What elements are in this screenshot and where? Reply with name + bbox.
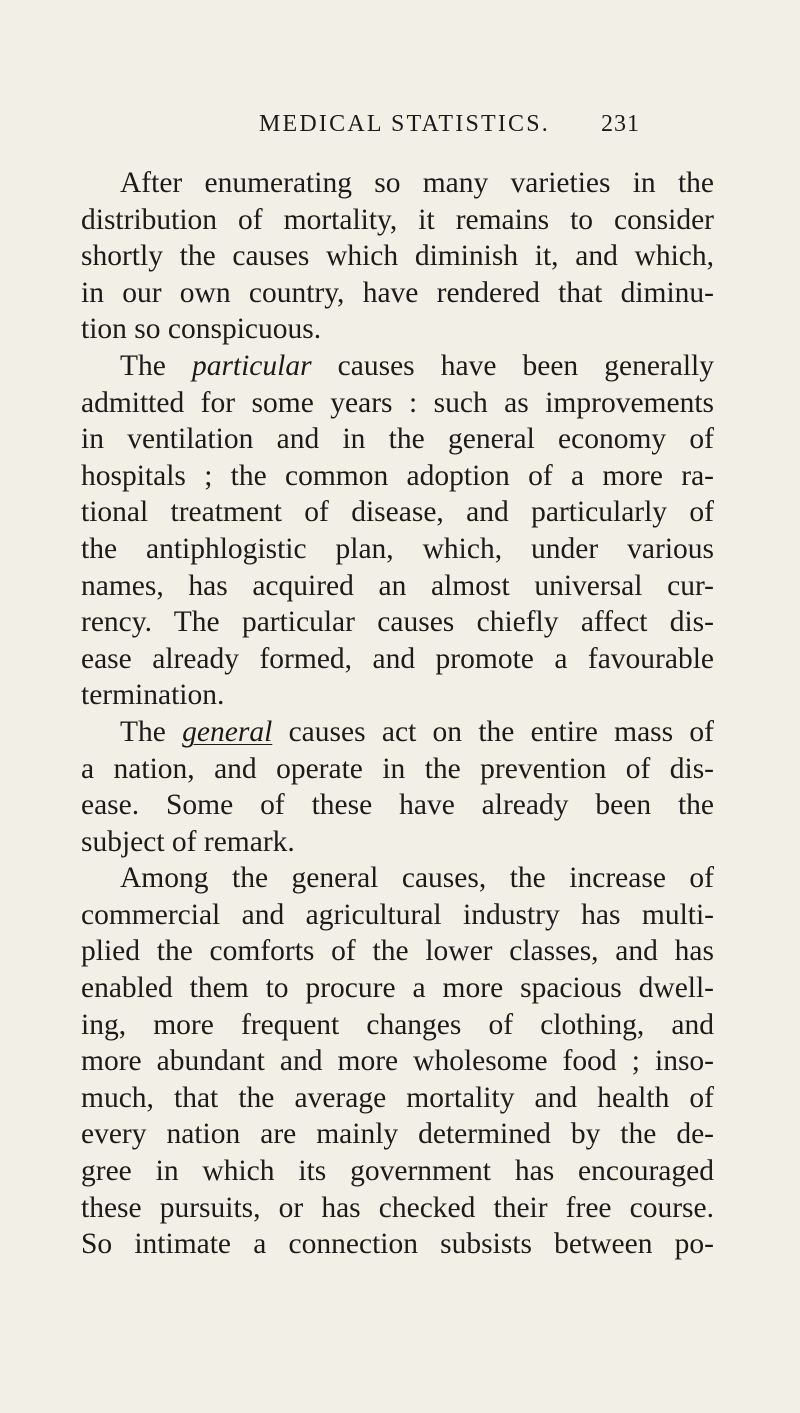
text-line: hospitals ; the common adoption of a more ra-: [81, 459, 714, 492]
text-line: these pursuits, or has checked their free course.: [81, 1191, 714, 1224]
text-line: subject of remark.: [81, 825, 295, 858]
text-line: admitted for some years : such as improvements: [81, 386, 714, 419]
text-line: names, has acquired an almost universal cur-: [81, 569, 714, 602]
text-line: tion so conspicuous.: [81, 313, 322, 346]
text-fragment: The: [120, 715, 183, 748]
text-line: commercial and agricultural industry has multi-: [81, 898, 714, 931]
text-line: shortly the causes which diminish it, and which,: [81, 240, 714, 273]
text-line: ing, more frequent changes of clothing, and: [81, 1008, 714, 1041]
text-line: in our own country, have rendered that diminu-: [81, 276, 714, 309]
text-fragment: The: [120, 349, 192, 382]
text-line: So intimate a connection subsists between po-: [81, 1228, 714, 1261]
body-text: [81, 165, 714, 1263]
text-line: a nation, and operate in the prevention of dis-: [81, 752, 714, 785]
text-line: every nation are mainly determined by the de-: [81, 1118, 714, 1151]
text-line: rency. The particular causes chiefly affect dis-: [81, 606, 714, 639]
text-line: ease already formed, and promote a favourable: [81, 642, 714, 675]
text-line: more abundant and more wholesome food ; inso-: [81, 1045, 714, 1078]
running-title: MEDICAL STATISTICS.: [259, 111, 550, 137]
text-line: in ventilation and in the general economy of: [81, 423, 714, 456]
text-line: gree in which its government has encouraged: [81, 1155, 714, 1188]
text-line: the antiphlogistic plan, which, under various: [81, 532, 714, 565]
text-line: [81, 714, 714, 751]
page-number: 231: [601, 111, 640, 137]
emphasis-particular: particular: [191, 349, 312, 382]
text-line: Among the general causes, the increase of: [120, 862, 714, 895]
emphasis-general: general: [182, 715, 273, 748]
text-line: plied the comforts of the lower classes, and has: [81, 935, 714, 968]
running-head: [0, 109, 800, 139]
text-line: termination.: [81, 679, 225, 712]
text-line: tional treatment of disease, and particularly of: [81, 496, 714, 529]
text-line: After enumerating so many varieties in the: [120, 167, 714, 199]
text-fragment: causes act on the entire mass of: [272, 715, 715, 748]
text-line: much, that the average mortality and health of: [81, 1081, 714, 1114]
text-fragment: causes have been generally: [311, 349, 714, 382]
text-line: enabled them to procure a more spacious dwell-: [81, 972, 714, 1005]
text-line: [81, 348, 714, 385]
text-line: distribution of mortality, it remains to consider: [81, 203, 714, 236]
text-line: ease. Some of these have already been the: [81, 789, 714, 822]
